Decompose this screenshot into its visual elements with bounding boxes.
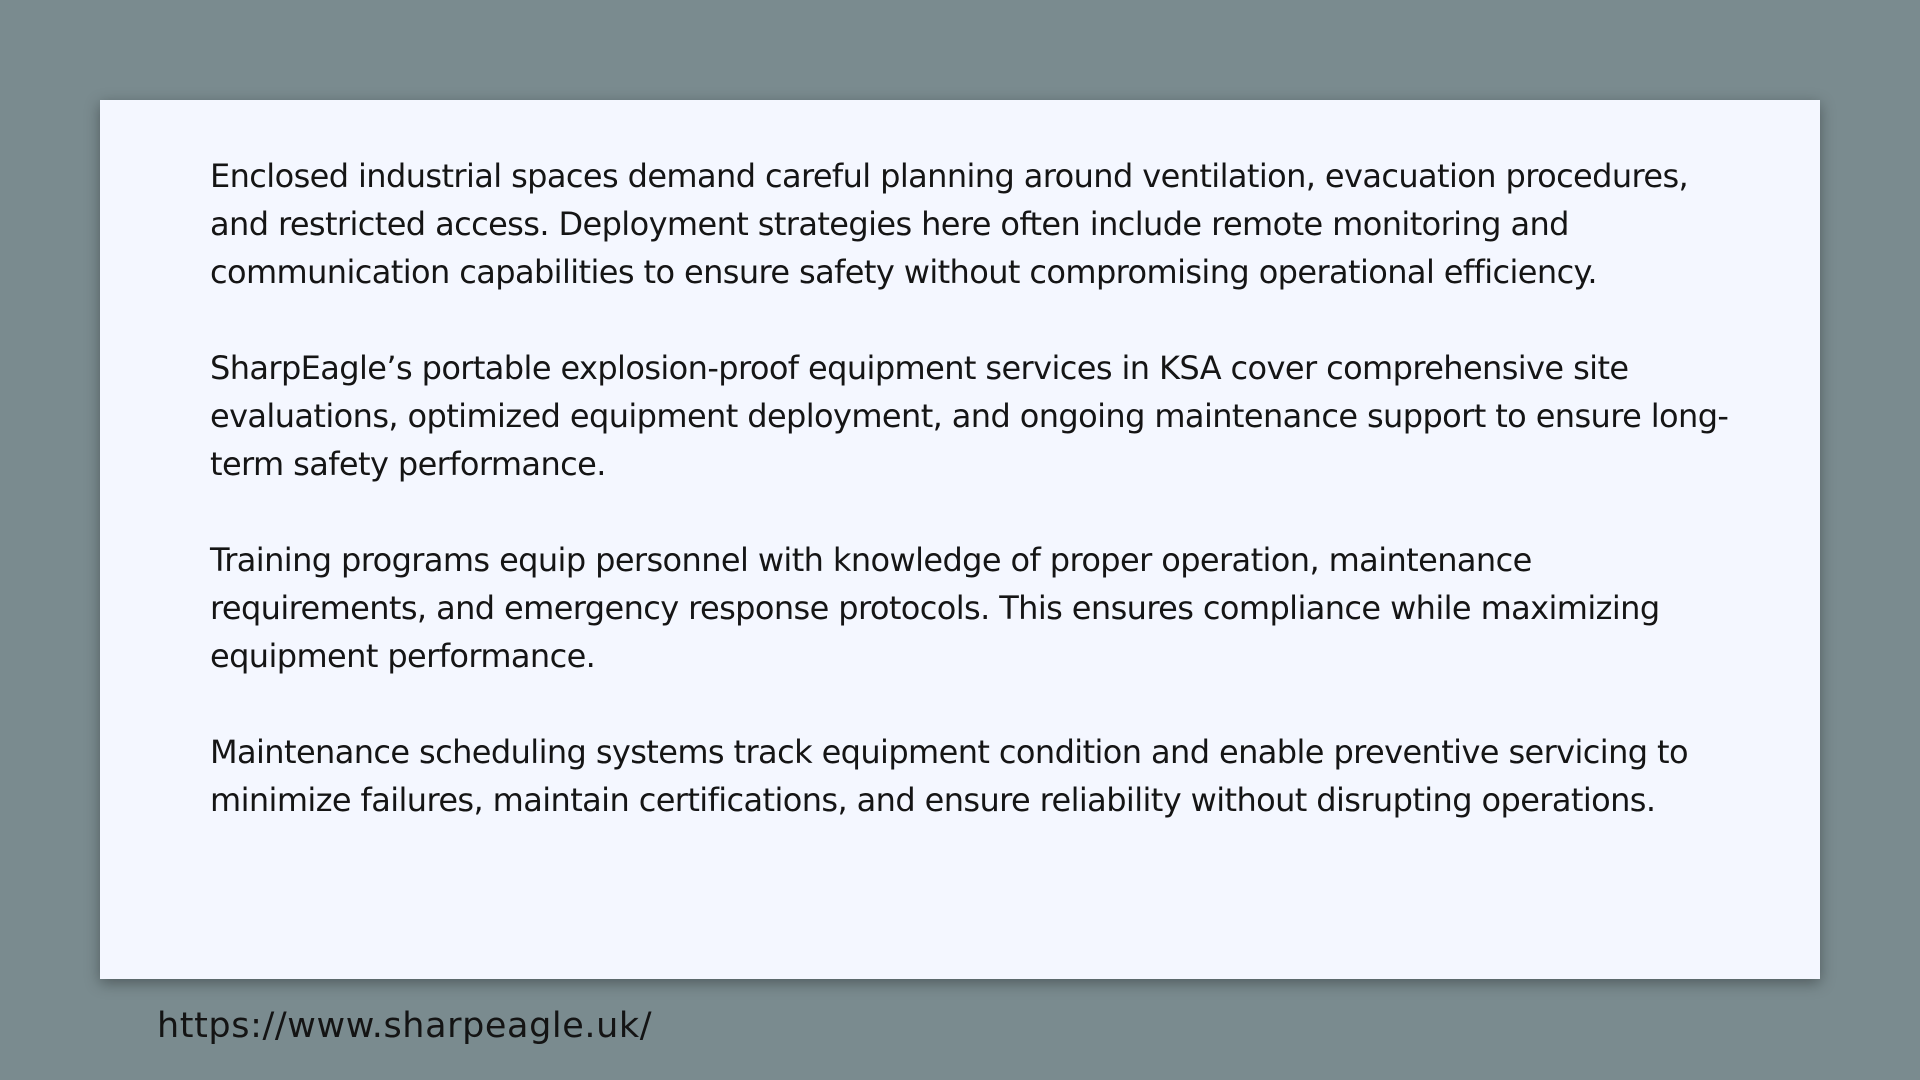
paragraph-services-ksa: SharpEagle’s portable explosion-proof equipment services in KSA cover comprehensive site evaluations, optimized equipment deployment, and ongoing maintenance support to ensure long-term safety performance. (210, 349, 1729, 483)
content-card (100, 100, 1820, 979)
footer-url-link[interactable]: https://www.sharpeagle.uk/ (157, 1006, 653, 1046)
paragraph-confined-spaces: Enclosed industrial spaces demand careful planning around ventilation, evacuation procedures, and restricted access. Deployment strategies here often include remote monitoring and communication capabilities to ensure safety without compromising operational efficiency. (210, 157, 1689, 291)
paragraph-training-programs: Training programs equip personnel with knowledge of proper operation, maintenance requirements, and emergency response protocols. This ensures compliance while maximizing equipment performance. (210, 541, 1660, 675)
paragraph-maintenance-scheduling: Maintenance scheduling systems track equipment condition and enable preventive servicing to minimize failures, maintain certifications, and ensure reliability without disrupting operations. (210, 733, 1688, 819)
